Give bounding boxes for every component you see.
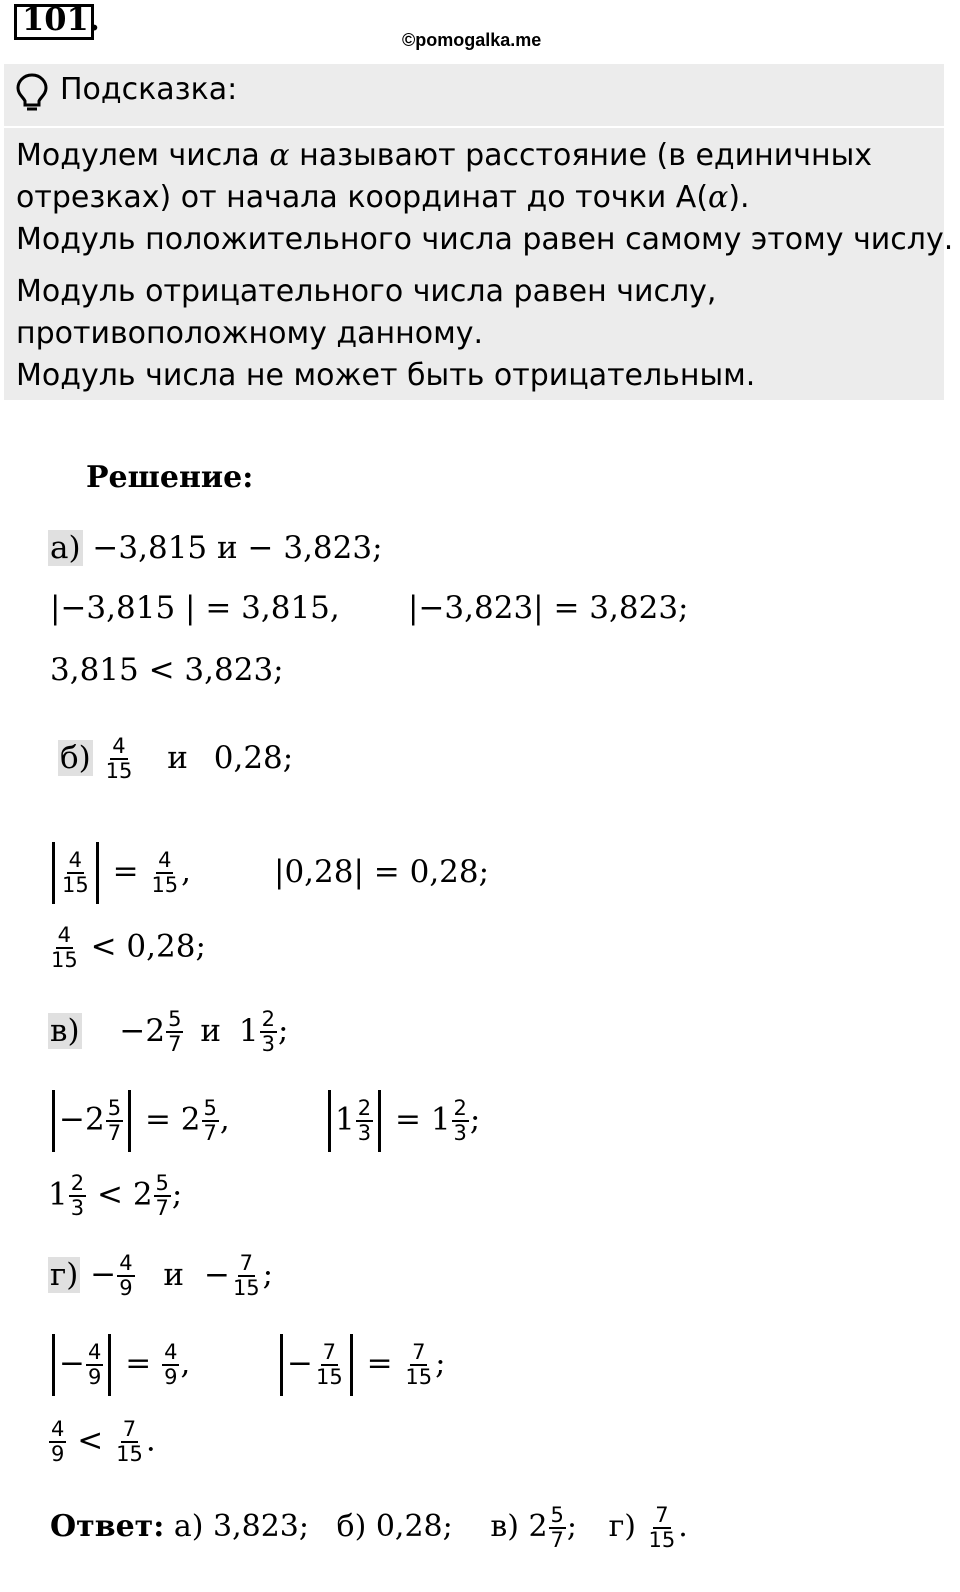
part-g-line-3: $\frac{4}{9}$ < $\frac{7}{15}$ .	[51, 1417, 156, 1466]
part-v-line-1: в) −2 $\frac{5}{7}$ и 1 $\frac{2}{3}$ ;	[50, 1007, 289, 1056]
problem-number: 101.	[22, 0, 100, 38]
part-g-line-1: г) − $\frac{4}{9}$ и − $\frac{7}{15}$ ;	[50, 1251, 274, 1300]
part-v-line-2a: −2 $\frac{5}{7}$ = 2 $\frac{5}{7}$ ,	[48, 1090, 230, 1152]
part-v-line-2b: 1 $\frac{2}{3}$ = 1 $\frac{2}{3}$ ;	[324, 1090, 480, 1152]
hint-line-2: отрезках) от начала координат до точки A(α).	[16, 180, 750, 215]
part-b-line-1: б) $\frac{4}{15}$ и 0,28;	[60, 734, 294, 783]
hint-line-4: Модуль отрицательного числа равен числу,	[16, 274, 717, 309]
watermark: ©pomogalka.me	[402, 30, 542, 50]
part-a-label: а)	[50, 530, 81, 566]
part-g-line-2b: − $\frac{7}{15}$ = $\frac{7}{15}$ ;	[276, 1334, 446, 1396]
part-b-line-2b: |0,28| = 0,28;	[274, 854, 490, 890]
part-a-line-2a: |−3,815 | = 3,815,	[50, 590, 340, 626]
part-v-line-3: 1 $\frac{2}{3}$ < 2 $\frac{5}{7}$ ;	[48, 1171, 183, 1220]
answer-label: Ответ:	[50, 1509, 165, 1544]
fraction: $\frac{4}{15}$	[105, 734, 133, 783]
hint-title: Подсказка:	[60, 72, 238, 107]
alpha-symbol: α	[269, 138, 290, 173]
part-v-label: в)	[50, 1012, 80, 1049]
part-b-line-3: $\frac{4}{15}$ < 0,28;	[51, 923, 206, 972]
part-g-label: г)	[50, 1256, 79, 1293]
hint-line-1: Модулем числа α называют расстояние (в единичных	[16, 138, 873, 173]
lightbulb-icon	[14, 72, 50, 112]
answer-line: Ответ: а) 3,823; б) 0,28; в) 2 $\frac{5}{7}$ ; г) $\frac{7}{15}$ .	[50, 1503, 688, 1552]
part-a-line-1: а) −3,815 и − 3,823;	[50, 530, 383, 566]
solution-title: Решение:	[86, 460, 254, 495]
hint-line-3: Модуль положительного числа равен самому этому числу.	[16, 222, 954, 257]
part-g-line-2a: − $\frac{4}{9}$ = $\frac{4}{9}$ ,	[48, 1334, 190, 1396]
part-b-label: б)	[60, 739, 91, 776]
hint-line-5: противоположному данному.	[16, 316, 484, 351]
part-a-line-3: 3,815 < 3,823;	[50, 652, 284, 688]
part-a-line-2b: |−3,823| = 3,823;	[408, 590, 689, 626]
part-b-line-2a: $\frac{4}{15}$ = $\frac{4}{15}$ ,	[48, 842, 191, 904]
hint-line-6: Модуль числа не может быть отрицательным.	[16, 358, 756, 393]
